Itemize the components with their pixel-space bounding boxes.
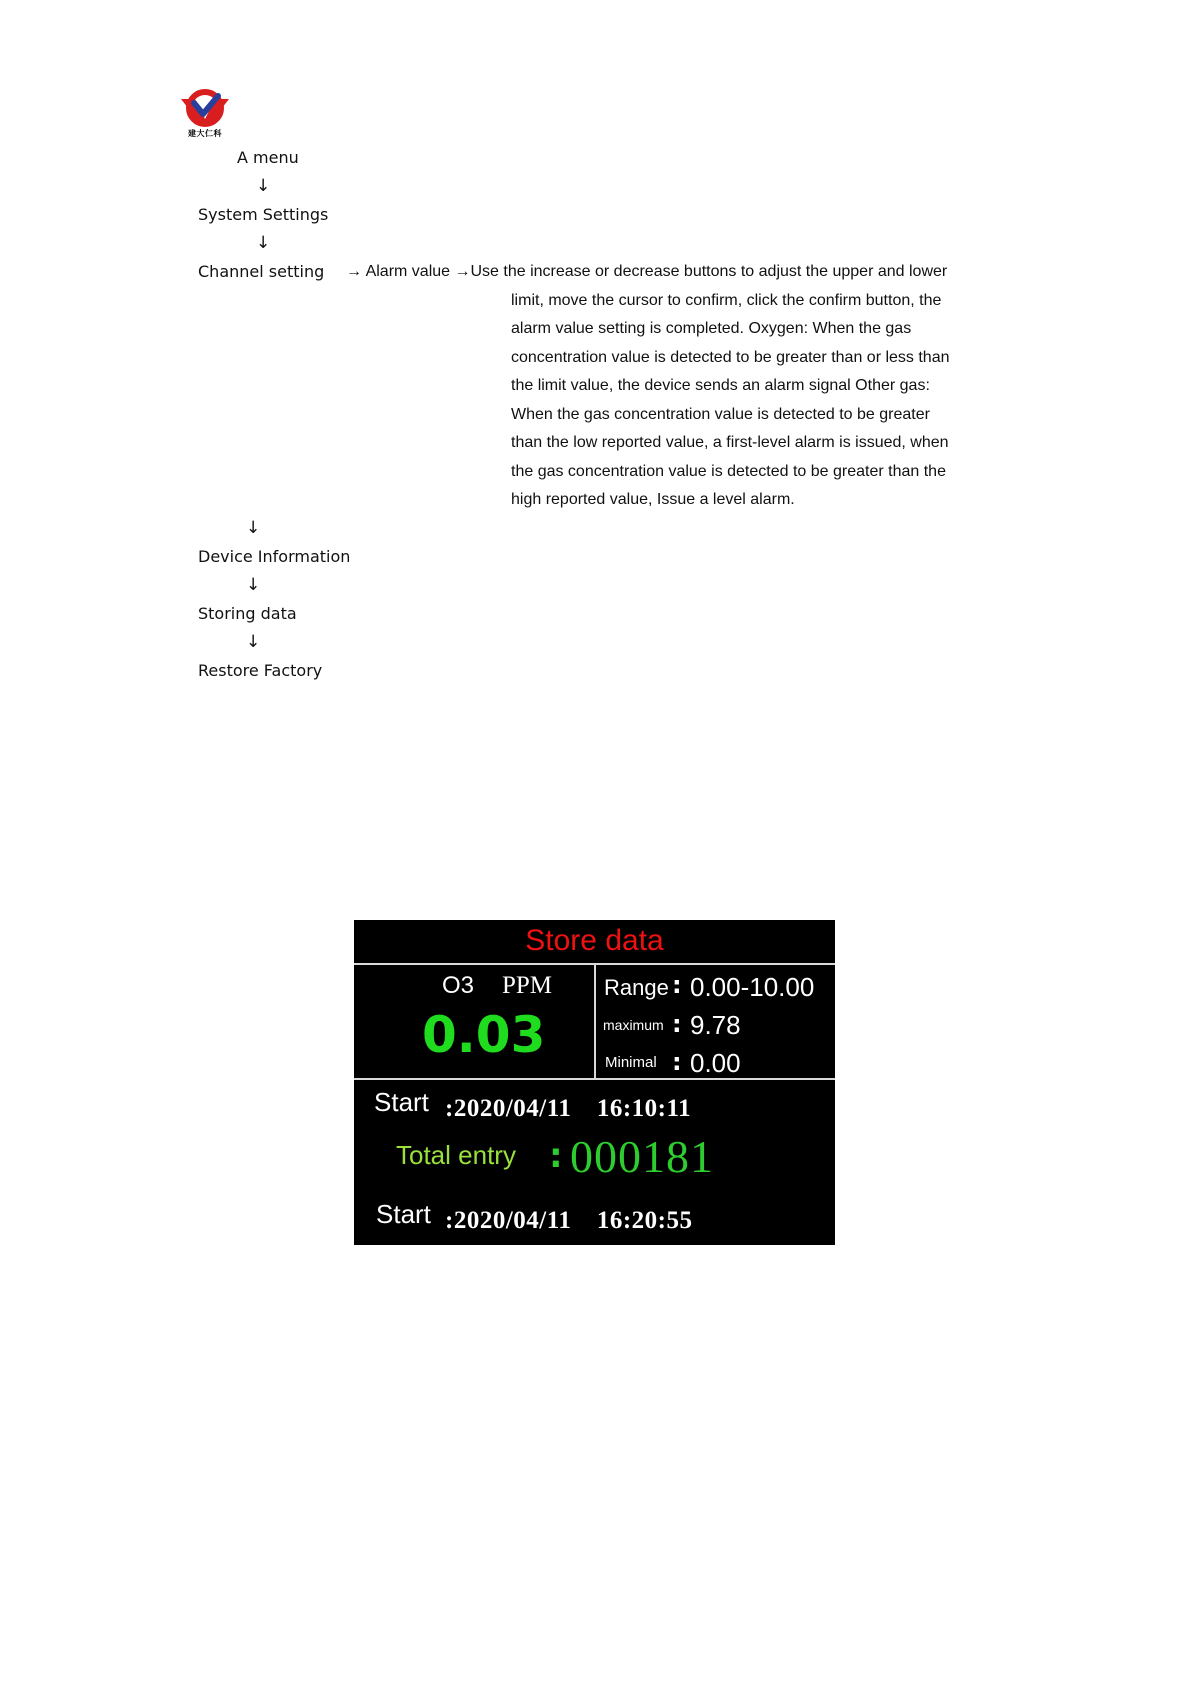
alarm-paragraph-line: When the gas concentration value is detected to be greater bbox=[511, 406, 930, 423]
gas-name: O3 bbox=[442, 972, 475, 999]
menu-item-a-menu: A menu bbox=[237, 148, 299, 167]
logo-text: 建大仁科 bbox=[188, 128, 222, 138]
gas-unit: PPM bbox=[502, 972, 553, 999]
menu-item-storing-data: Storing data bbox=[198, 604, 297, 623]
start-label: Start bbox=[376, 1199, 431, 1229]
menu-item-device-information: Device Information bbox=[198, 547, 351, 566]
store-data-screen bbox=[354, 920, 835, 1245]
start-datetime: :2020/04/11 16:10:11 bbox=[445, 1095, 692, 1122]
down-arrow: ↓ bbox=[256, 176, 271, 196]
alarm-paragraph-line: concentration value is detected to be greater than or less than bbox=[511, 349, 950, 366]
divider bbox=[354, 1078, 835, 1080]
alarm-paragraph-line: the limit value, the device sends an alarm signal Other gas: bbox=[511, 377, 930, 394]
check-shield-logo-icon bbox=[181, 88, 229, 128]
down-arrow: ↓ bbox=[246, 575, 261, 595]
divider bbox=[594, 965, 596, 1078]
alarm-paragraph-line: the gas concentration value is detected to be greater than the bbox=[511, 463, 946, 480]
start-datetime: :2020/04/11 16:20:55 bbox=[445, 1207, 693, 1234]
colon: : bbox=[672, 971, 682, 999]
company-logo bbox=[181, 88, 229, 142]
maximum-value: 9.78 bbox=[690, 1010, 741, 1040]
colon: : bbox=[549, 1136, 563, 1176]
screen-title: Store data bbox=[525, 924, 664, 957]
minimal-label: Minimal bbox=[605, 1054, 657, 1071]
menu-item-system-settings: System Settings bbox=[198, 205, 329, 224]
menu-item-channel-setting: Channel setting bbox=[198, 262, 325, 281]
total-entry-label: Total entry bbox=[396, 1140, 516, 1170]
range-label: Range bbox=[604, 975, 669, 1000]
start-label: Start bbox=[374, 1087, 429, 1117]
alarm-value-instruction: → Alarm value →Use the increase or decrease buttons to adjust the upper and lower bbox=[346, 263, 948, 280]
alarm-paragraph-line: limit, move the cursor to confirm, click the confirm button, the bbox=[511, 292, 942, 309]
down-arrow: ↓ bbox=[256, 233, 271, 253]
alarm-paragraph-line: high reported value, Issue a level alarm. bbox=[511, 491, 795, 508]
total-entry-value: 000181 bbox=[570, 1131, 714, 1182]
alarm-paragraph-line: than the low reported value, a first-level alarm is issued, when bbox=[511, 434, 949, 451]
colon: : bbox=[672, 1010, 682, 1038]
colon: : bbox=[672, 1048, 682, 1076]
alarm-paragraph-line: alarm value setting is completed. Oxygen: When the gas bbox=[511, 320, 912, 337]
down-arrow: ↓ bbox=[246, 632, 261, 652]
minimal-value: 0.00 bbox=[690, 1048, 741, 1078]
range-value: 0.00-10.00 bbox=[690, 972, 815, 1002]
menu-item-restore-factory: Restore Factory bbox=[198, 661, 323, 680]
maximum-label: maximum bbox=[603, 1017, 664, 1033]
down-arrow: ↓ bbox=[246, 518, 261, 538]
gas-reading: 0.03 bbox=[422, 1006, 546, 1064]
